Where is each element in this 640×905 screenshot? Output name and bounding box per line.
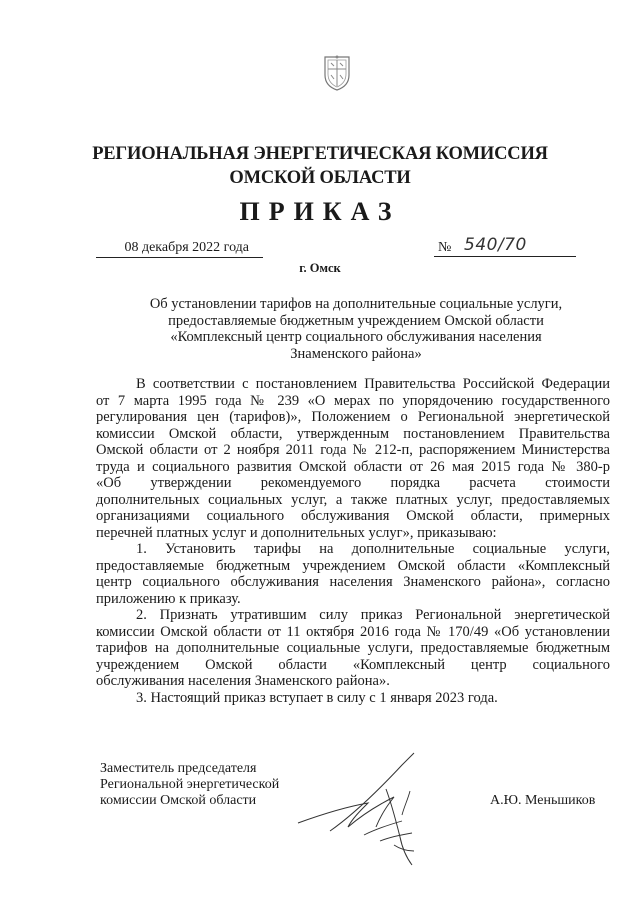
- body-line: В соответствии с постановлением Правительства Российской Федерации: [136, 376, 610, 392]
- body-line: организациями социального обслуживания Омской области, примерных: [96, 508, 610, 524]
- body-line: дополнительных социальных услуг, а также платных услуг, предоставляемых: [96, 491, 610, 508]
- position-line: комиссии Омской области: [100, 793, 257, 808]
- subject-line: Знаменского района»: [290, 345, 422, 362]
- number-sign: №: [438, 240, 452, 255]
- position-line: Региональной энергетической: [100, 777, 280, 792]
- coat-of-arms-icon: [322, 55, 352, 91]
- body-line: предоставляемые бюджетным учреждением Омской области «Комплексный: [96, 557, 610, 574]
- body-line: «Об утверждении рекомендуемого порядка расчета стоимости: [96, 475, 610, 491]
- signatory-name: А.Ю. Меньшиков: [490, 793, 596, 808]
- subject-line: Об установлении тарифов на дополнительные социальные услуги,: [149, 296, 563, 312]
- body-line: от 7 марта 1995 года № 239 «О мерах по упорядочению государственного: [96, 392, 610, 409]
- subject-line: «Комплексный центр социального обслуживания населения: [170, 329, 542, 345]
- signatory-position: [100, 761, 279, 809]
- body-line: перечней платных услуг и дополнительных услуг», приказываю:: [96, 524, 497, 541]
- handwritten-signature: [290, 745, 440, 875]
- position-line: Заместитель председателя: [100, 761, 257, 776]
- body-line: тарифов на дополнительные социальные услуги, предоставляемые бюджетным: [96, 640, 610, 656]
- body-line: центр социального обслуживания населения Знаменского района», согласно: [96, 574, 610, 590]
- body-line: 1. Установить тарифы на дополнительные социальные услуги,: [136, 541, 610, 557]
- subject-line: предоставляемые бюджетным учреждением Омской области: [168, 312, 544, 329]
- org-line-1: РЕГИОНАЛЬНАЯ ЭНЕРГЕТИЧЕСКАЯ КОМИССИЯ: [92, 144, 548, 164]
- org-line-2: ОМСКОЙ ОБЛАСТИ: [229, 168, 411, 188]
- body-line: регулирования цен (тарифов)», Положением о Региональной энергетической: [96, 409, 610, 425]
- body-line: комиссии Омской области от 11 октября 2016 года № 170/49 «Об установлении: [96, 623, 610, 640]
- body-line: 3. Настоящий приказ вступает в силу с 1 января 2023 года.: [136, 689, 498, 706]
- body-line: Омской области от 2 ноября 2011 года № 212-п, распоряжением Министерства: [96, 442, 610, 458]
- body-line: комиссии Омской области, утвержденным постановлением Правительства: [96, 425, 610, 442]
- document-body: [96, 376, 610, 706]
- document-subject: [96, 296, 616, 362]
- organization-name: [0, 142, 640, 190]
- document-type: ПРИКАЗ: [239, 197, 401, 226]
- body-line: обслуживания населения Знаменского района».: [96, 673, 390, 689]
- document-date: 08 декабря 2022 года: [96, 240, 263, 258]
- body-line: труда и социального развития Омской области от 26 мая 2015 года № 380-р: [96, 458, 610, 475]
- city: г. Омск: [299, 261, 341, 275]
- body-line: 2. Признать утратившим силу приказ Региональной энергетической: [136, 607, 610, 623]
- body-line: приложению к приказу.: [96, 590, 241, 607]
- document-number: 540/70: [464, 235, 527, 255]
- body-line: учреждением Омской области «Комплексный центр социального: [96, 656, 610, 673]
- document-number-field: [434, 236, 576, 257]
